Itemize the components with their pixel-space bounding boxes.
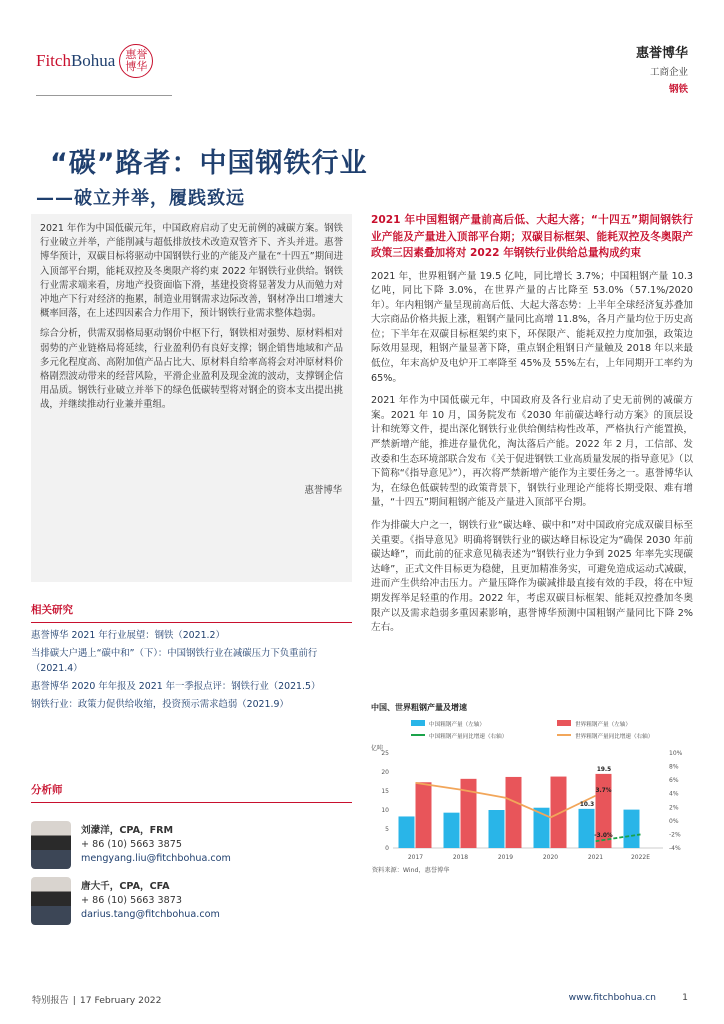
y-tick-left: 10 bbox=[381, 807, 389, 814]
avatar bbox=[31, 821, 71, 869]
chart-canvas bbox=[371, 715, 693, 865]
bar-china bbox=[444, 813, 460, 848]
bar-china bbox=[399, 816, 415, 848]
body-paragraph: 2021 年，世界粗钢产量 19.5 亿吨，同比增长 3.7%；中国粗钢产量 10.3 亿吨，同比下降 3.0%，在世界产量的占比降至 53.0%（57.1%/2020 年）。年内粗钢产量呈现前高后低、大起大落态势：上半年全球经济复苏叠加大宗商品价格共振上涨，粗钢产量同比高增 11.8%，各月产量均位于历史高位；下半年在双碳目标框架约束下，环保限产、能耗双控力度加强，政策边际效用显现，粗钢产量显著下降，重点钢企粗钢日产量触及 2018 年以来最低位，年末高炉及电炉开工率降至 45%及 55%左右，上年同期开工率约为 65%。 bbox=[371, 270, 693, 384]
analysts-title: 分析师 bbox=[31, 782, 352, 803]
analyst-email[interactable]: darius.tang@fitchbohua.com bbox=[81, 909, 220, 920]
data-label: 19.5 bbox=[596, 766, 612, 773]
header-sector: 工商企业 bbox=[649, 67, 688, 78]
bar-china bbox=[624, 810, 640, 848]
analyst-name: 唐大千，CPA，CFA bbox=[81, 881, 170, 892]
y-tick-right: 2% bbox=[669, 804, 679, 812]
legend-label: 世界粗钢产量（左轴） bbox=[575, 722, 631, 728]
legend-label: 中国粗钢产量同比增速（右轴） bbox=[429, 734, 508, 740]
chart-title: 中国、世界粗钢产量及增速 bbox=[371, 703, 467, 712]
page-number: 1 bbox=[682, 992, 688, 1003]
left-axis-label: 亿吨 bbox=[371, 745, 384, 752]
y-tick-right: 6% bbox=[669, 777, 679, 785]
y-tick-right: 10% bbox=[669, 750, 683, 757]
legend-label: 中国粗钢产量（左轴） bbox=[429, 722, 485, 728]
report-header bbox=[636, 42, 688, 95]
summary-box bbox=[31, 214, 352, 582]
report-subtitle: ——破立并举，履践致远 bbox=[36, 188, 245, 209]
y-tick-left: 0 bbox=[385, 845, 389, 852]
related-link[interactable]: 当排碳大户遇上“碳中和”（下）：中国钢铁行业在减碳压力下负重前行（2021.4） bbox=[31, 648, 318, 674]
analyst-name: 刘濛洋，CPA，FRM bbox=[81, 825, 174, 836]
logo-seal: 惠 誉 博 华 bbox=[119, 44, 153, 78]
x-tick-label: 2020 bbox=[542, 854, 559, 861]
x-tick-label: 2018 bbox=[452, 854, 469, 861]
y-tick-right: 4% bbox=[669, 790, 679, 798]
analyst-phone: + 86 (10) 5663 3875 bbox=[81, 839, 182, 850]
bar-world bbox=[416, 782, 432, 848]
legend-swatch bbox=[411, 720, 425, 726]
legend-swatch bbox=[557, 720, 571, 726]
steel-output-chart bbox=[371, 702, 693, 886]
bar-world bbox=[506, 777, 522, 848]
y-tick-left: 15 bbox=[381, 788, 389, 795]
header-company: 惠誉博华 bbox=[635, 46, 688, 61]
report-type: 特别报告 bbox=[32, 995, 69, 1006]
website-link[interactable]: www.fitchbohua.cn bbox=[568, 992, 656, 1003]
related-title: 相关研究 bbox=[31, 602, 352, 623]
y-tick-left: 25 bbox=[381, 750, 389, 757]
chart-source: 资料来源：Wind，惠誉博华 bbox=[372, 867, 450, 874]
analyst-email[interactable]: mengyang.liu@fitchbohua.com bbox=[81, 853, 231, 864]
related-link[interactable]: 惠誉博华 2020 年年报及 2021 年一季报点评：钢铁行业（2021.5） bbox=[31, 680, 321, 692]
avatar bbox=[31, 877, 71, 925]
y-tick-left: 20 bbox=[381, 769, 389, 776]
bar-world bbox=[551, 777, 567, 848]
legend-label: 世界粗钢产量同比增速（右轴） bbox=[575, 734, 654, 740]
footer-separator: | bbox=[72, 995, 76, 1006]
related-link[interactable]: 惠誉博华 2021 年行业展望：钢铁（2021.2） bbox=[31, 630, 225, 641]
main-content bbox=[371, 212, 693, 636]
analyst-card bbox=[31, 877, 352, 925]
y-tick-left: 5 bbox=[385, 826, 389, 833]
summary-paragraph: 综合分析，供需双弱格局驱动钢价中枢下行，钢铁相对强势、原材料相对弱势的产业链格局将延续，行业盈利仍有良好支撑；钢企销售地域和产品多元化程度高、高附加值产品占比大、原材料自给率高将会对冲原材料价格剧烈波动带来的经营风险，平滑企业盈利及现金流的波动，支撑钢企信用品质。钢铁行业破立并举下的绿色低碳转型将对钢企的资本支出提出挑战，并继续推动行业兼并重组。 bbox=[40, 328, 343, 411]
body-paragraph: 2021 年作为中国低碳元年，中国政府及各行业启动了史无前例的减碳方案。2021 年 10 月，国务院发布《2030 年前碳达峰行动方案》的顶层设计和统筹文件，提出深化钢铁行业供给侧结构性改革，严格执行产能置换，严禁新增产能，推进存量优化，淘汰落后产能。2022 年 2 月，工信部、发改委和生态环境部联合发布《关于促进钢铁工业高质量发展的指导意见》（以下简称“《指导意见》”），再次将严禁新增产能作为主要任务之一。惠誉博华认为，在绿色低碳转型的政策背景下，钢铁行业理论产能将长期受限、难有增量，“十四五”期间粗钢产能及产量进入顶部平台期。 bbox=[371, 395, 693, 509]
bar-china bbox=[579, 809, 595, 848]
x-tick-label: 2019 bbox=[497, 854, 514, 861]
related-link[interactable]: 钢铁行业：政策力促供给收缩，投资预示需求趋弱（2021.9） bbox=[31, 698, 289, 710]
report-date: 17 February 2022 bbox=[79, 995, 162, 1006]
related-research bbox=[31, 602, 352, 716]
summary-paragraph: 2021 年作为中国低碳元年，中国政府启动了史无前例的减碳方案。钢铁行业破立并举，产能削减与超低排放技术改造双管齐下、齐头并进。惠誉博华预计，双碳目标将驱动中国钢铁行业的产能及产量在“十四五”期间进入顶部平台期，能耗双控及冬奥限产将约束 2022 年钢铁行业供给。钢铁行业需求端来看，房地产投资面临下滑，基建投资将显著发力从而勉力对冲地产下行对经济的拖累，制造业用钢需求边际改善，钢材净出口增速大概率回落，在上述四因素合力作用下，预计钢铁行业需求整体趋弱。 bbox=[40, 223, 343, 320]
header-industry: 钢铁 bbox=[668, 84, 688, 95]
x-tick-label: 2017 bbox=[407, 854, 424, 861]
analysts-section bbox=[31, 782, 352, 925]
footer-left bbox=[32, 992, 161, 1006]
y-tick-right: -2% bbox=[669, 831, 681, 839]
analyst-card bbox=[31, 821, 352, 869]
brand-logo bbox=[36, 44, 153, 78]
y-tick-right: 8% bbox=[669, 763, 679, 771]
bar-china bbox=[489, 810, 505, 848]
logo-wordmark: FitchBohua bbox=[36, 51, 116, 70]
data-label: 10.3 bbox=[579, 801, 595, 808]
data-label: -3.0% bbox=[594, 833, 613, 840]
key-finding: 2021 年中国粗钢产量前高后低、大起大落；“十四五”期间钢铁行业产能及产量进入顶部平台期；双碳目标框架、能耗双控及冬奥限产政策三因素叠加将对 2022 年钢铁行业供给总量构成约束 bbox=[371, 214, 693, 259]
logo-divider bbox=[36, 95, 172, 96]
analyst-phone: + 86 (10) 5663 3873 bbox=[81, 895, 182, 906]
y-tick-right: 0% bbox=[669, 817, 679, 825]
data-label: 3.7% bbox=[595, 787, 612, 794]
y-tick-right: -4% bbox=[669, 845, 681, 852]
body-paragraph: 作为排碳大户之一，钢铁行业“碳达峰、碳中和”对中国政府完成双碳目标至关重要。《指导意见》明确将钢铁行业的碳达峰目标设定为“确保 2030 年前碳达峰”，而此前的征求意见稿表述为“钢铁行业力争到 2025 年率先实现碳达峰”，正式文件目标更为稳健，且更加精准务实，可避免造成运动式减碳，进而产生供给冲击压力。产量压降作为碳减排最直接有效的手段，将在中短期发挥举足轻重的作用。2022 年，考虑双碳目标框架、能耗双控叠加冬奥限产以及需求趋弱多重因素影响，惠誉博华预测中国粗钢产量同比下降 2%左右。 bbox=[371, 520, 693, 634]
x-tick-label: 2021 bbox=[587, 854, 604, 861]
x-tick-label: 2022E bbox=[630, 854, 651, 861]
report-title: “碳”路者：中国钢铁行业 bbox=[50, 148, 368, 179]
summary-signature: 惠誉博华 bbox=[304, 484, 342, 496]
